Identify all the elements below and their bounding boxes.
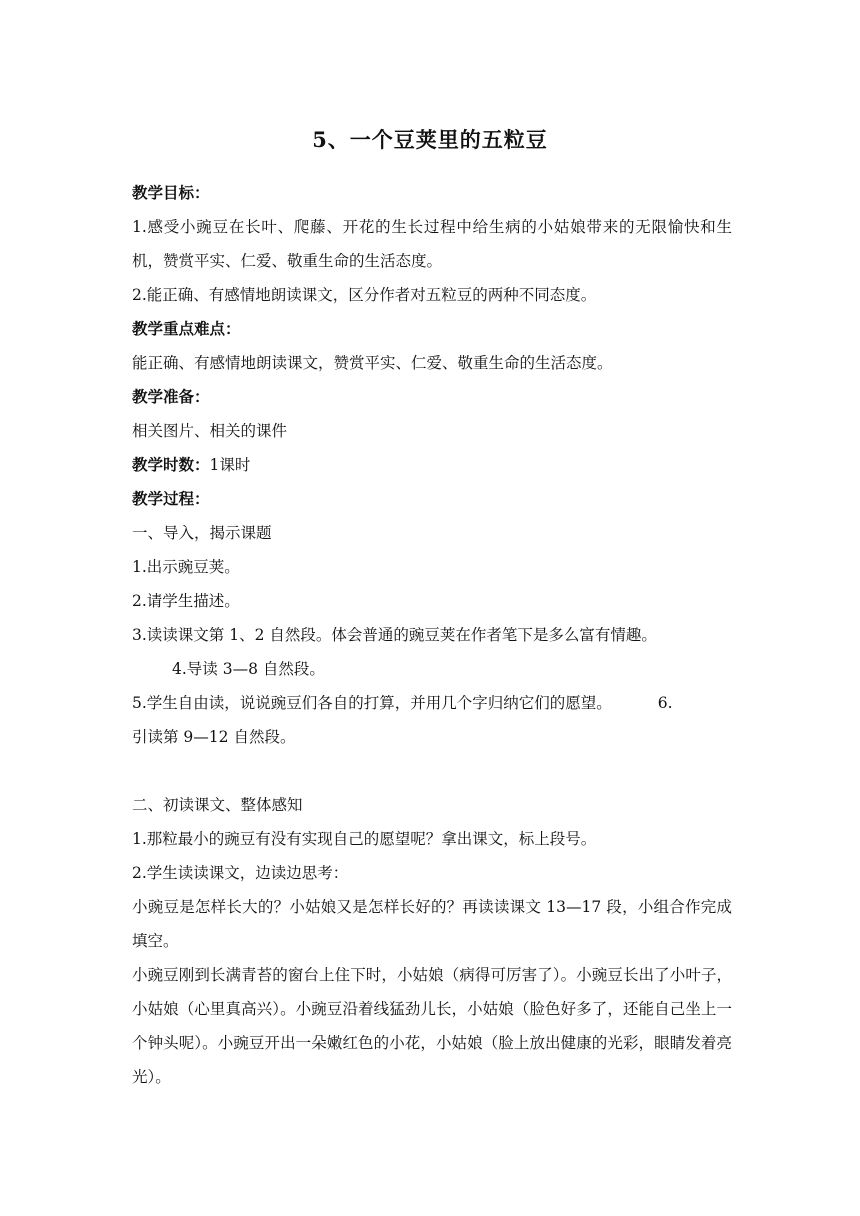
preparation-text: 相关图片、相关的课件	[132, 422, 288, 440]
blank-line	[132, 754, 732, 788]
teaching-hours-heading: 教学时数：	[132, 455, 210, 474]
part-2-step-1: 1.那粒最小的豌豆有没有实现自己的愿望呢？拿出课文，标上段号。	[132, 830, 597, 848]
teaching-hours	[132, 448, 732, 482]
document-body	[132, 176, 732, 1094]
goal-item-2: 2.能正确、有感情地朗读课文，区分作者对五粒豆的两种不同态度。	[132, 286, 597, 304]
part-1-step-2: 2.请学生描述。	[132, 592, 240, 610]
part-2-fill-answer: 小豌豆刚到长满青苔的窗台上住下时，小姑娘（病得可厉害了）。小豌豆长出了小叶子，小姑娘（心里真高兴）。小豌豆沿着线猛劲儿长，小姑娘（脸色好多了，还能自己坐上一个钟头呢）。小豌豆开出一朵嫩红色的小花，小姑娘（脸上放出健康的光彩，眼睛发着亮光）。	[132, 966, 732, 1086]
part-1-step-6: 引读第 9—12 自然段。	[132, 728, 296, 746]
preparation-heading: 教学准备：	[132, 387, 210, 406]
teaching-hours-value: 1课时	[209, 456, 251, 474]
process-heading: 教学过程：	[132, 489, 210, 508]
part-1-step-3: 3.读读课文第 1、2 自然段。体会普通的豌豆荚在作者笔下是多么富有情趣。	[132, 626, 657, 644]
page-title: 5、一个豆荚里的五粒豆	[312, 127, 548, 152]
goals-heading: 教学目标：	[132, 183, 210, 202]
part-1-step-5	[132, 686, 732, 720]
part-1-step-6-number: 6.	[657, 694, 673, 712]
goal-item-1: 1.感受小豌豆在长叶、爬藤、开花的生长过程中给生病的小姑娘带来的无限愉快和生机，赞赏平实、仁爱、敬重生命的生活态度。	[132, 218, 732, 270]
part-1-step-5-text: 5.学生自由读，说说豌豆们各自的打算，并用几个字归纳它们的愿望。	[132, 694, 612, 712]
part-2-step-2: 2.学生读读课文，边读边思考：	[132, 864, 349, 882]
key-points-heading: 教学重点难点：	[132, 319, 241, 338]
part-1-step-4: 4.导读 3—8 自然段。	[172, 660, 325, 678]
part-2-heading: 二、初读课文、整体感知	[132, 796, 303, 814]
part-1-heading: 一、导入，揭示课题	[132, 524, 272, 542]
part-2-question: 小豌豆是怎样长大的？小姑娘又是怎样长好的？再读读课文 13—17 段，小组合作完成填空。	[132, 898, 732, 950]
part-1-step-1: 1.出示豌豆荚。	[132, 558, 240, 576]
key-points-text: 能正确、有感情地朗读课文，赞赏平实、仁爱、敬重生命的生活态度。	[132, 354, 613, 372]
